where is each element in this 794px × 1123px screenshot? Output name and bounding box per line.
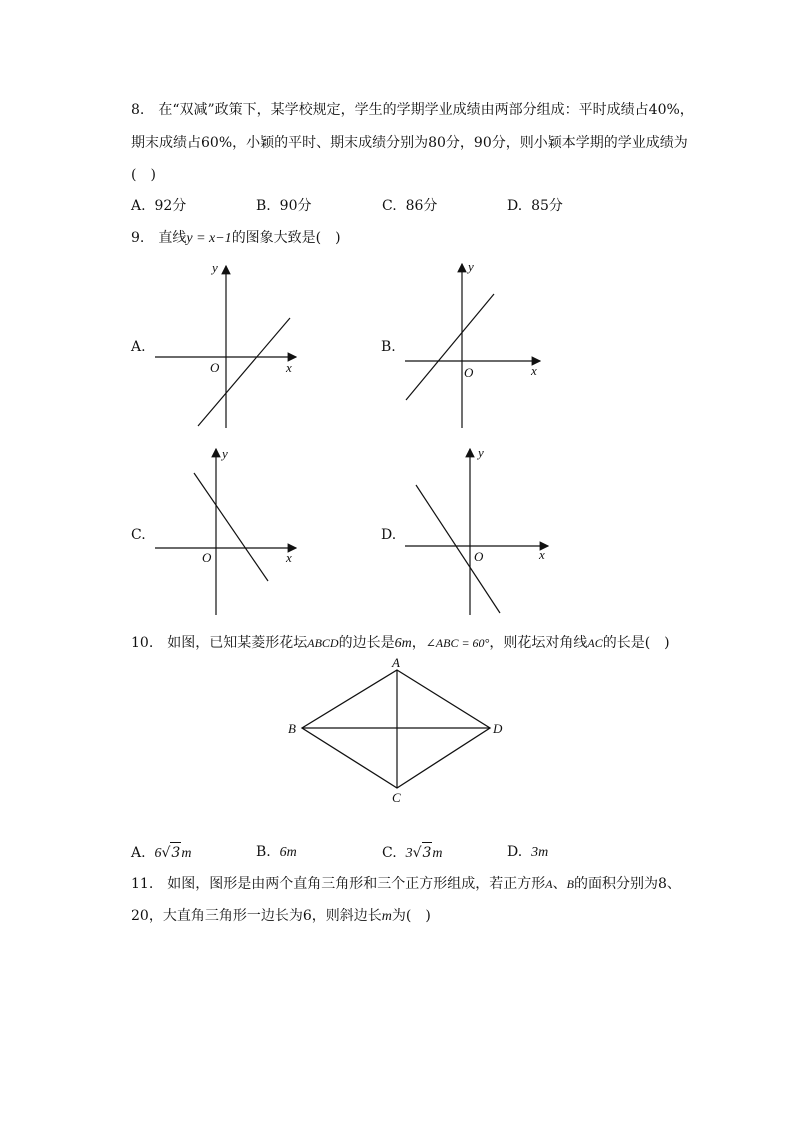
x-axis-label: x <box>286 360 292 375</box>
q10-option-d-key: D. <box>507 844 523 860</box>
graph-line <box>416 485 500 613</box>
q8-option-d-text: 85分 <box>531 198 563 214</box>
graph-line <box>406 294 494 400</box>
q10-option-c-coef: 3 <box>405 846 413 861</box>
q11-square-b: B <box>566 877 574 891</box>
q8-option-d-key: D. <box>507 198 523 214</box>
q10-stem <box>131 633 670 654</box>
q10-option-b[interactable] <box>256 842 297 863</box>
q10-option-c-rad: 3 <box>422 842 433 863</box>
vertex-c: C <box>392 790 401 805</box>
q10-option-b-text: 6m <box>279 845 297 860</box>
q10-option-a-key: A. <box>131 845 146 861</box>
q11-line1 <box>131 874 681 894</box>
q10-option-a-rad: 3 <box>170 842 181 863</box>
q11-line2-prefix: 20，大直角三角形一边长为6，则斜边长 <box>131 908 382 924</box>
q11-line2-suffix: 为( ) <box>391 908 431 924</box>
q10-option-c-key: C. <box>382 845 397 861</box>
q10-option-d-text: 3m <box>531 845 549 860</box>
q10-sep: ， <box>411 635 426 651</box>
q8-line1: 8. 在“双减”政策下，某学校规定，学生的学期学业成绩由两部分组成：平时成绩占40%， <box>131 102 694 118</box>
q10-prefix: 10. 如图，已知某菱形花坛 <box>131 635 308 651</box>
sqrt-icon: √ <box>412 845 422 861</box>
q10-option-b-key: B. <box>256 844 271 860</box>
vertex-d: D <box>493 721 503 736</box>
rhombus-outline <box>302 670 490 788</box>
q10-diag: AC <box>587 636 603 650</box>
q10-mid2: ，则花坛对角线 <box>489 635 588 651</box>
q9-suffix: 的图象大致是( ) <box>231 230 341 246</box>
q10-option-d[interactable] <box>507 842 548 863</box>
q8-option-b[interactable] <box>256 196 311 216</box>
q9-stem <box>131 228 341 249</box>
q11-line1-prefix: 11. 如图，图形是由两个直角三角形和三个正方形组成，若正方形 <box>131 876 546 892</box>
q10-option-a-coef: 6 <box>154 846 162 861</box>
origin-label: O <box>202 550 212 565</box>
y-axis-label: y <box>468 259 474 274</box>
q9-graph-d <box>400 445 560 617</box>
q10-option-a-unit: m <box>181 846 192 861</box>
q8-option-b-text: 90分 <box>279 198 312 214</box>
q9-graph-c-label[interactable]: C. <box>131 527 146 543</box>
q8-option-d[interactable] <box>507 196 563 216</box>
q9-graph-c <box>150 445 310 617</box>
q9-graph-b-label[interactable]: B. <box>381 339 396 355</box>
q8-paren: ( ) <box>131 167 156 183</box>
q8-option-c[interactable] <box>382 196 437 216</box>
q8-option-a-key: A. <box>131 198 146 214</box>
q11-line2 <box>131 906 431 927</box>
q8-option-b-key: B. <box>256 198 271 214</box>
q10-angle: ∠ABC = 60° <box>425 636 490 650</box>
vertex-b: B <box>288 721 296 736</box>
origin-label: O <box>474 549 484 564</box>
q10-side: 6m <box>394 636 412 651</box>
q10-shape: ABCD <box>307 636 339 650</box>
vertex-a: A <box>392 655 400 670</box>
origin-label: O <box>210 360 220 375</box>
q8-option-c-text: 86分 <box>405 198 438 214</box>
q8-option-c-key: C. <box>382 198 397 214</box>
q8-line2: 期末成绩占60%，小颖的平时、期末成绩分别为80分，90分，则小颖本学期的学业成绩为 <box>131 135 688 151</box>
q9-formula: y = x−1 <box>186 231 232 246</box>
x-axis-label: x <box>286 550 292 565</box>
q9-prefix: 9. 直线 <box>131 230 187 246</box>
origin-label: O <box>464 365 474 380</box>
q10-option-c[interactable] <box>382 842 443 864</box>
y-axis-label: y <box>212 260 218 275</box>
q10-option-a[interactable] <box>131 842 191 864</box>
q9-graph-a <box>150 258 310 430</box>
x-axis-label: x <box>539 547 545 562</box>
q10-option-c-unit: m <box>432 846 443 861</box>
q11-sep: 、 <box>552 876 567 892</box>
q10-suffix: 的长是( ) <box>602 635 670 651</box>
y-axis-label: y <box>478 445 484 460</box>
q9-graph-a-label[interactable]: A. <box>131 339 146 355</box>
q10-mid1: 的边长是 <box>338 635 395 651</box>
rhombus-diagram <box>280 652 520 812</box>
q11-line1-suffix: 的面积分别为8、 <box>573 876 681 892</box>
y-axis-label: y <box>222 446 228 461</box>
q8-option-a[interactable] <box>131 196 186 216</box>
q9-graph-d-label[interactable]: D. <box>381 527 397 543</box>
q8-option-a-text: 92分 <box>154 198 187 214</box>
q9-graph-b <box>400 258 560 430</box>
q11-var-m: m <box>381 909 392 924</box>
sqrt-icon: √ <box>161 845 171 861</box>
x-axis-label: x <box>531 363 537 378</box>
q11-square-a: A <box>545 877 553 891</box>
